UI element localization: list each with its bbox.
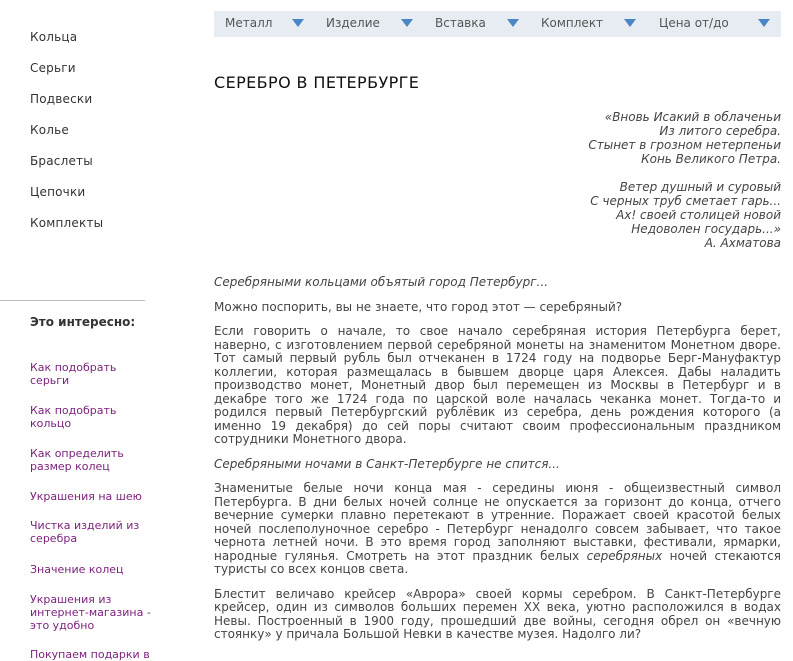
filter-label: Изделие xyxy=(326,16,380,30)
poem-stanza xyxy=(588,180,781,250)
filter-label: Металл xyxy=(225,16,273,30)
article-link[interactable]: Украшения на шею xyxy=(30,490,142,503)
triangle-down-icon[interactable] xyxy=(758,19,770,27)
filter-metal-dropdown[interactable] xyxy=(214,11,314,37)
category-item-rings xyxy=(30,26,103,57)
category-item-necklaces xyxy=(30,119,103,150)
sidebar-divider xyxy=(0,300,145,301)
filter-price-dropdown[interactable] xyxy=(648,11,781,37)
filter-insert-dropdown[interactable] xyxy=(424,11,530,37)
article-subhead: Серебряными ночами в Санкт-Петербурге не спится... xyxy=(214,456,560,471)
poem-line: Недоволен государь...» xyxy=(631,222,781,236)
filter-label: Цена от/до xyxy=(659,16,729,30)
article-link[interactable]: Покупаем подарки в xyxy=(30,648,150,661)
filter-label: Вставка xyxy=(435,16,486,30)
poem-line: Ах! своей столицей новой xyxy=(616,208,781,222)
paragraph-text: ночей стекаются туристы со всех концов света. xyxy=(214,548,781,576)
paragraph-emphasis: серебряных xyxy=(586,548,663,563)
category-link[interactable]: Браслеты xyxy=(30,154,93,168)
triangle-down-icon[interactable] xyxy=(507,19,519,27)
triangle-down-icon[interactable] xyxy=(624,19,636,27)
interesting-heading: Это интересно: xyxy=(30,315,136,329)
category-link[interactable]: Цепочки xyxy=(30,185,86,199)
article-link[interactable]: Как подобрать кольцо xyxy=(30,404,117,430)
article-body xyxy=(214,276,781,653)
triangle-down-icon[interactable] xyxy=(401,19,413,27)
poem-line: Конь Великого Петра. xyxy=(641,152,781,166)
article-link[interactable]: Украшения из интернет-магазина - это удобно xyxy=(30,593,151,632)
poem-author: А. Ахматова xyxy=(704,236,781,250)
category-link[interactable]: Комплекты xyxy=(30,216,104,230)
filter-item-dropdown[interactable] xyxy=(315,11,423,37)
poem-line: Из литого серебра. xyxy=(659,124,781,138)
poem-line: С черных труб сметает гарь... xyxy=(590,194,781,208)
filter-label: Комплект xyxy=(541,16,604,30)
category-link[interactable]: Кольца xyxy=(30,30,78,44)
article-paragraph: Если говорить о начале, то свое начало серебряная история Петербурга берет, наверно, с изготовлением первой серебряной монеты на знаменитом Монетном дворе. Тот самый первый рубль был отчеканен в 1724 году на подворье Берг-Мануфактур коллегии, которая размещалась в бывшем дворце царя Алексея. Дабы наладить производство монет, Монетный двор был перемещен из Москвы в Петербург и в декабре того же 1724 года по царской воле началась чеканка монет. Тогда-то и родился первый Петербургский рублёвик из серебра, день рождения которого (а именно 19 декабря) до сей поры считают своим профессиональным праздником сотрудники Монетного двора. xyxy=(214,324,781,446)
category-item-earrings xyxy=(30,57,103,88)
triangle-down-icon[interactable] xyxy=(292,19,304,27)
article-paragraph: Блестит величаво крейсер «Аврора» своей кормы серебром. В Санкт-Петербурге крейсер, один из символов больших перемен XX века, уютно расположился в водах Невы. Построенный в 1900 году, прошедший две войны, сегодня обрел он «вечную стоянку» у причала Большой Невки в качестве музея. Надолго ли? xyxy=(214,586,781,641)
category-item-chains xyxy=(30,181,103,212)
article-link[interactable]: Значение колец xyxy=(30,563,124,576)
category-link[interactable]: Колье xyxy=(30,123,69,137)
filter-set-dropdown[interactable] xyxy=(530,11,648,37)
category-item-sets xyxy=(30,212,103,243)
epigraph-poem xyxy=(588,110,781,264)
article-link[interactable]: Чистка изделий из серебра xyxy=(30,519,140,545)
category-link[interactable]: Серьги xyxy=(30,61,76,75)
category-link[interactable]: Подвески xyxy=(30,92,93,106)
article-link[interactable]: Как подобрать серьги xyxy=(30,361,117,387)
category-item-bracelets xyxy=(30,150,103,181)
category-item-pendants xyxy=(30,88,103,119)
poem-line: Ветер душный и суровый xyxy=(619,180,781,194)
article-lead: Серебряными кольцами объятый город Петербург... xyxy=(214,275,549,289)
article-link[interactable]: Как определить размер колец xyxy=(30,447,124,473)
poem-line: «Вновь Исакий в облаченьи xyxy=(604,110,781,124)
page-title: СЕРЕБРО В ПЕТЕРБУРГЕ xyxy=(214,73,420,92)
poem-line: Стынет в грозном нетерпеньи xyxy=(588,138,781,152)
category-menu xyxy=(30,26,103,243)
filter-bar xyxy=(214,11,781,37)
poem-stanza xyxy=(588,110,781,166)
article-question: Можно поспорить, вы не знаете, что город этот — серебряный? xyxy=(214,299,623,314)
article-paragraph xyxy=(214,482,781,577)
paragraph-text: Знаменитые белые ночи конца мая - середины июня - общеизвестный символ Петербурга. В дни белых ночей солнце не опускается за горизонт до конца, отчего вечерние сумерки плавно перетекают в утренние. Поражает своей красотой белых ночей послеполуночное серебро - Петербург ненадолго совсем забывает, что такое чернота летней ночи. В это время город заполняют выставки, фестивали, ярмарки, народные гулянья. Смотреть на этот праздник белых xyxy=(214,481,781,563)
